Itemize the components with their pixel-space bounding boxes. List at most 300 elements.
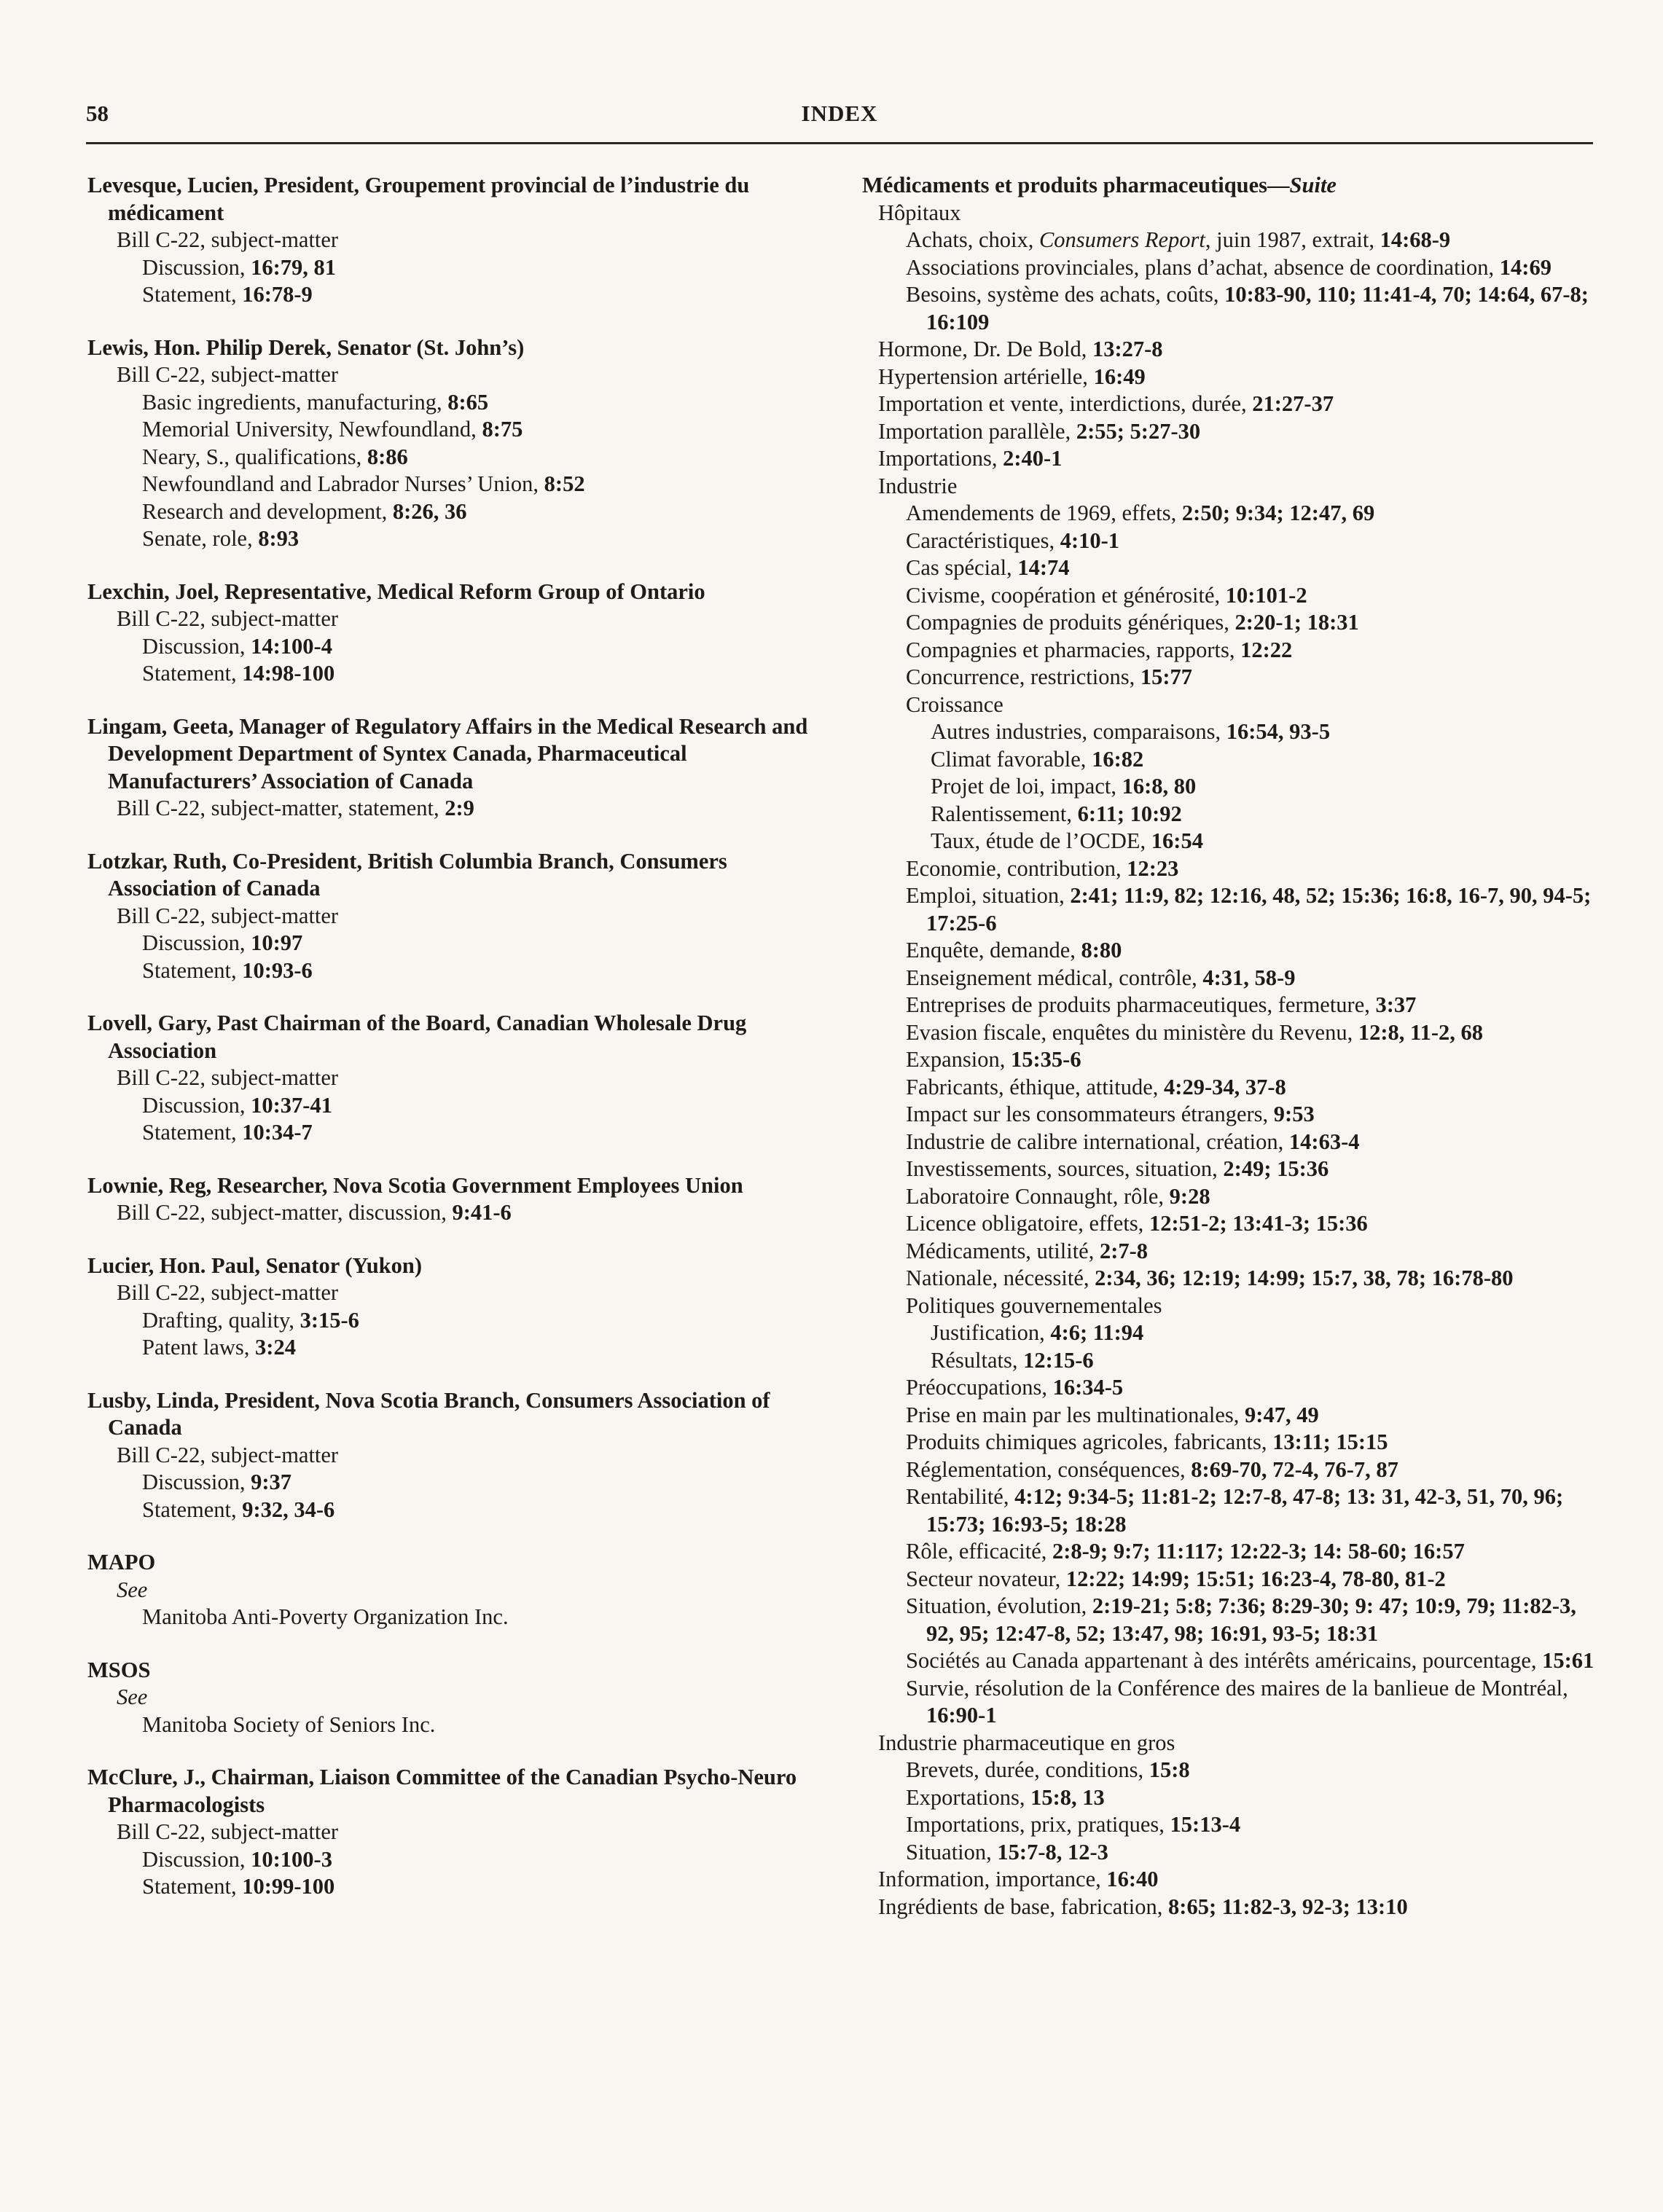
index-subentry bbox=[87, 1577, 816, 1604]
index-subentry bbox=[87, 605, 816, 633]
index-subentry bbox=[862, 418, 1595, 446]
page-reference: 12:22 bbox=[1240, 637, 1293, 662]
page-reference: 14:100-4 bbox=[251, 633, 332, 659]
index-subentry bbox=[862, 200, 1595, 227]
index-subentry bbox=[862, 1101, 1595, 1129]
index-subentry bbox=[862, 1839, 1595, 1867]
index-subentry bbox=[862, 1210, 1595, 1238]
index-subentry bbox=[87, 254, 816, 282]
index-subentry bbox=[862, 1238, 1595, 1266]
entry-text: Discussion, bbox=[142, 1470, 251, 1494]
index-heading bbox=[87, 172, 816, 227]
index-entry bbox=[87, 1387, 816, 1524]
entry-text: Bill C-22, subject-matter bbox=[117, 227, 339, 252]
entry-text: Prise en main par les multinationales, bbox=[906, 1402, 1245, 1427]
entry-text: Newfoundland and Labrador Nurses’ Union, bbox=[142, 471, 544, 496]
entry-text: Lusby, Linda, President, Nova Scotia Branch, Consumers Association of Canada bbox=[87, 1387, 770, 1440]
index-subentry bbox=[862, 1647, 1595, 1675]
index-subentry bbox=[87, 1334, 816, 1362]
page-reference: 4:10-1 bbox=[1060, 527, 1120, 553]
page-reference: 10:83-90, 110; 11:41-4, 70; 14:64, 67-8; 16:109 bbox=[926, 282, 1589, 334]
index-subentry bbox=[862, 281, 1595, 336]
page-reference: 2:8-9; 9:7; 11:117; 12:22-3; 14: 58-60; 16:57 bbox=[1052, 1539, 1465, 1564]
page-reference: 9:41-6 bbox=[452, 1200, 512, 1225]
index-subentry bbox=[862, 527, 1595, 555]
entry-text: Statement, bbox=[142, 1874, 243, 1899]
entry-text: Discussion, bbox=[142, 930, 251, 955]
index-subentry bbox=[862, 1757, 1595, 1784]
entry-text: Besoins, système des achats, coûts, bbox=[906, 282, 1225, 307]
page-reference: 6:11; 10:92 bbox=[1077, 801, 1182, 826]
index-subentry bbox=[862, 500, 1595, 527]
entry-text: Civisme, coopération et générosité, bbox=[906, 582, 1226, 608]
entry-text: Lotzkar, Ruth, Co-President, British Columbia Branch, Consumers Association of Canada bbox=[87, 848, 727, 901]
index-subentry bbox=[862, 1675, 1595, 1730]
page-title: INDEX bbox=[801, 101, 878, 126]
index-heading bbox=[87, 1764, 816, 1819]
index-subentry bbox=[862, 1402, 1595, 1429]
entry-text: Neary, S., qualifications, bbox=[142, 444, 367, 469]
page-reference: 16:78-9 bbox=[242, 282, 313, 307]
page-header bbox=[86, 101, 1593, 130]
entry-text: Industrie de calibre international, création, bbox=[906, 1129, 1289, 1154]
page-reference: 8:69-70, 72-4, 76-7, 87 bbox=[1191, 1456, 1398, 1482]
entry-text: Industrie pharmaceutique en gros bbox=[878, 1730, 1175, 1755]
entry-text: Lovell, Gary, Past Chairman of the Board, Canadian Wholesale Drug Association bbox=[87, 1011, 747, 1063]
entry-text: Survie, résolution de la Conférence des maires de la banlieue de Montréal, bbox=[906, 1675, 1568, 1701]
entry-text: Fabricants, éthique, attitude, bbox=[906, 1074, 1165, 1099]
entry-text: Statement, bbox=[142, 282, 243, 307]
index-entry bbox=[87, 1252, 816, 1362]
index-subentry bbox=[87, 281, 816, 309]
index-subentry bbox=[862, 1538, 1595, 1566]
entry-text: See bbox=[117, 1685, 148, 1709]
index-subentry bbox=[87, 525, 816, 553]
entry-text: Research and development, bbox=[142, 498, 393, 524]
index-subentry bbox=[862, 1347, 1595, 1375]
index-heading bbox=[862, 172, 1595, 200]
page-reference: 10:100-3 bbox=[251, 1846, 332, 1872]
index-subentry bbox=[862, 1265, 1595, 1293]
index-subentry bbox=[862, 1019, 1595, 1047]
index-subentry bbox=[87, 1064, 816, 1092]
page-reference: 16:54, 93-5 bbox=[1226, 719, 1331, 744]
entry-text: Memorial University, Newfoundland, bbox=[142, 417, 482, 442]
entry-text: , juin 1987, extrait, bbox=[1205, 227, 1380, 252]
page-reference: 9:37 bbox=[251, 1470, 292, 1494]
page-reference: 16:79, 81 bbox=[251, 254, 337, 280]
header-rule bbox=[86, 142, 1593, 144]
entry-text: Nationale, nécessité, bbox=[906, 1266, 1095, 1290]
entry-text: Autres industries, comparaisons, bbox=[931, 719, 1226, 744]
index-subentry bbox=[862, 1483, 1595, 1538]
entry-text: MAPO bbox=[87, 1550, 156, 1574]
page-reference: 4:29-34, 37-8 bbox=[1164, 1074, 1286, 1099]
entry-text: Associations provinciales, plans d’achat, absence de coordination, bbox=[906, 254, 1500, 280]
page-reference: 10:37-41 bbox=[251, 1092, 332, 1118]
page-reference: 2:19-21; 5:8; 7:36; 8:29-30; 9: 47; 10:9, 79; 11:82-3, 92, 95; 12:47-8, 52; 13:47, 98; 16:91, 93-5; 18:31 bbox=[926, 1593, 1576, 1646]
entry-text: Amendements de 1969, effets, bbox=[906, 501, 1182, 525]
page-reference: 15:77 bbox=[1140, 664, 1193, 689]
entry-text: Climat favorable, bbox=[931, 746, 1092, 772]
index-subentry bbox=[87, 444, 816, 471]
index-subentry bbox=[87, 227, 816, 254]
entry-text: Bill C-22, subject-matter, statement, bbox=[117, 796, 445, 820]
entry-text: Achats, choix, bbox=[906, 227, 1039, 252]
entry-text: Discussion, bbox=[142, 254, 251, 280]
entry-text: MSOS bbox=[87, 1657, 151, 1682]
page-reference: 15:35-6 bbox=[1011, 1047, 1081, 1072]
index-subentry bbox=[87, 1119, 816, 1147]
page-reference: 16:90-1 bbox=[926, 1703, 997, 1727]
entry-text: Situation, bbox=[906, 1839, 998, 1864]
index-entry bbox=[87, 1657, 816, 1739]
index-entry bbox=[87, 1172, 816, 1227]
index-entry bbox=[87, 1764, 816, 1901]
entry-text: Ingrédients de base, fabrication, bbox=[878, 1894, 1169, 1919]
page-reference: 10:99-100 bbox=[242, 1874, 335, 1899]
page-reference: 16:54 bbox=[1151, 828, 1203, 853]
left-column bbox=[87, 172, 816, 1926]
index-entry bbox=[87, 172, 816, 309]
entry-text: Lownie, Reg, Researcher, Nova Scotia Government Employees Union bbox=[87, 1172, 743, 1198]
entry-text: Justification, bbox=[931, 1320, 1051, 1345]
entry-text: Senate, role, bbox=[142, 526, 259, 551]
entry-text: Importations, bbox=[878, 446, 1003, 471]
index-subentry bbox=[862, 664, 1595, 691]
page-reference: 2:55; 5:27-30 bbox=[1076, 418, 1201, 444]
page-reference: 15:7-8, 12-3 bbox=[997, 1839, 1108, 1864]
page-reference: 15:8, 13 bbox=[1030, 1784, 1105, 1810]
index-subentry bbox=[87, 930, 816, 957]
index-subentry bbox=[87, 498, 816, 526]
entry-text: Industrie bbox=[878, 473, 958, 498]
index-subentry bbox=[87, 1092, 816, 1120]
index-entry bbox=[87, 334, 816, 553]
entry-text: Entreprises de produits pharmaceutiques, fermeture, bbox=[906, 992, 1376, 1017]
page-reference: 15:13-4 bbox=[1170, 1812, 1241, 1837]
entry-text: Bill C-22, subject-matter bbox=[117, 903, 339, 928]
index-subentry bbox=[862, 992, 1595, 1019]
entry-text: Exportations, bbox=[906, 1784, 1031, 1810]
page-reference: 14:98-100 bbox=[242, 661, 335, 686]
page-reference: 8:86 bbox=[367, 444, 408, 469]
page-reference: 10:97 bbox=[251, 930, 303, 955]
index-subentry bbox=[862, 554, 1595, 582]
right-column bbox=[862, 172, 1595, 1921]
entry-text: Bill C-22, subject-matter bbox=[117, 1819, 339, 1844]
index-entry bbox=[87, 713, 816, 823]
entry-italic-text: Suite bbox=[1289, 173, 1337, 197]
entry-text: Investissements, sources, situation, bbox=[906, 1156, 1224, 1181]
index-subentry bbox=[862, 1429, 1595, 1456]
entry-text: Manitoba Anti-Poverty Organization Inc. bbox=[142, 1604, 509, 1629]
page-reference: 2:50; 9:34; 12:47, 69 bbox=[1181, 501, 1375, 525]
entry-text: Taux, étude de l’OCDE, bbox=[931, 828, 1151, 853]
index-subentry bbox=[87, 1279, 816, 1307]
entry-text: Discussion, bbox=[142, 1846, 251, 1872]
page-reference: 3:37 bbox=[1375, 992, 1417, 1017]
index-subentry bbox=[862, 254, 1595, 282]
index-subentry bbox=[87, 1684, 816, 1711]
index-subentry bbox=[862, 718, 1595, 746]
page-reference: 14:74 bbox=[1017, 555, 1070, 580]
page-reference: 8:52 bbox=[544, 471, 585, 496]
index-subentry bbox=[862, 828, 1595, 855]
page-reference: 8:93 bbox=[258, 526, 300, 551]
page-reference: 16:40 bbox=[1106, 1867, 1159, 1891]
page-reference: 2:41; 11:9, 82; 12:16, 48, 52; 15:36; 16:8, 16-7, 90, 94-5; 17:25-6 bbox=[926, 883, 1592, 936]
page-reference: 4:31, 58-9 bbox=[1202, 965, 1296, 990]
page-reference: 9:47, 49 bbox=[1245, 1402, 1319, 1427]
index-subentry bbox=[87, 1469, 816, 1497]
index-subentry bbox=[862, 1866, 1595, 1894]
index-subentry bbox=[862, 1046, 1595, 1074]
index-subentry bbox=[87, 903, 816, 930]
entry-text: Evasion fiscale, enquêtes du ministère du Revenu, bbox=[906, 1019, 1358, 1045]
index-heading bbox=[87, 848, 816, 903]
entry-text: Hôpitaux bbox=[878, 200, 961, 225]
index-entry bbox=[87, 1010, 816, 1147]
entry-text: Statement, bbox=[142, 1120, 243, 1145]
page-reference: 8:75 bbox=[482, 417, 523, 442]
index-subentry bbox=[87, 1819, 816, 1846]
index-subentry bbox=[862, 1129, 1595, 1156]
entry-text: Hormone, Dr. De Bold, bbox=[878, 337, 1092, 361]
entry-text: Produits chimiques agricoles, fabricants, bbox=[906, 1429, 1273, 1454]
page-reference: 10:93-6 bbox=[242, 957, 313, 983]
index-subentry bbox=[862, 1593, 1595, 1647]
index-subentry bbox=[87, 361, 816, 389]
page-reference: 12:51-2; 13:41-3; 15:36 bbox=[1149, 1211, 1368, 1236]
entry-text: Médicaments et produits pharmaceutiques— bbox=[862, 173, 1290, 197]
page-reference: 8:26, 36 bbox=[392, 498, 467, 524]
entry-text: Hypertension artérielle, bbox=[878, 364, 1094, 389]
index-subentry bbox=[862, 801, 1595, 828]
entry-text: Compagnies et pharmacies, rapports, bbox=[906, 637, 1241, 662]
index-entry bbox=[87, 579, 816, 688]
entry-text: Enseignement médical, contrôle, bbox=[906, 965, 1203, 990]
index-subentry bbox=[862, 1894, 1595, 1921]
page-reference: 14:68-9 bbox=[1380, 227, 1451, 252]
index-subentry bbox=[862, 473, 1595, 501]
page-reference: 8:65 bbox=[447, 389, 489, 415]
index-subentry bbox=[87, 1604, 816, 1631]
entry-text: Secteur novateur, bbox=[906, 1566, 1066, 1591]
entry-text: Economie, contribution, bbox=[906, 855, 1127, 881]
page-reference: 9:32, 34-6 bbox=[242, 1497, 335, 1522]
entry-text: Lucier, Hon. Paul, Senator (Yukon) bbox=[87, 1252, 423, 1278]
entry-text: Politiques gouvernementales bbox=[906, 1293, 1162, 1318]
entry-text: Brevets, durée, conditions, bbox=[906, 1757, 1149, 1782]
entry-text: Importation et vente, interdictions, durée, bbox=[878, 391, 1253, 416]
entry-text: Situation, évolution, bbox=[906, 1593, 1092, 1618]
entry-text: See bbox=[117, 1577, 148, 1602]
index-heading bbox=[87, 1010, 816, 1064]
page-number: 58 bbox=[86, 101, 109, 126]
entry-text: Laboratoire Connaught, rôle, bbox=[906, 1183, 1170, 1209]
entry-text: Médicaments, utilité, bbox=[906, 1238, 1100, 1263]
entry-text: Information, importance, bbox=[878, 1867, 1107, 1891]
page-reference: 2:9 bbox=[445, 796, 474, 820]
page-reference: 12:8, 11-2, 68 bbox=[1358, 1019, 1483, 1045]
index-subentry bbox=[862, 882, 1595, 937]
entry-text: Statement, bbox=[142, 1497, 243, 1522]
page-reference: 4:12; 9:34-5; 11:81-2; 12:7-8, 47-8; 13: 31, 42-3, 51, 70, 96; 15:73; 16:93-5; 18:28 bbox=[926, 1484, 1564, 1537]
page-reference: 9:53 bbox=[1273, 1102, 1315, 1126]
page-reference: 12:15-6 bbox=[1023, 1347, 1094, 1373]
index-subentry bbox=[862, 1156, 1595, 1183]
entry-text: Statement, bbox=[142, 661, 243, 686]
index-subentry bbox=[862, 937, 1595, 965]
entry-text: Ralentissement, bbox=[931, 801, 1078, 826]
page-reference: 13:11; 15:15 bbox=[1272, 1429, 1388, 1454]
index-subentry bbox=[862, 746, 1595, 774]
index-subentry bbox=[862, 609, 1595, 637]
index-heading bbox=[87, 334, 816, 362]
entry-text: Croissance bbox=[906, 691, 1003, 717]
entry-text: Enquête, demande, bbox=[906, 938, 1081, 962]
entry-text: Préoccupations, bbox=[906, 1375, 1053, 1400]
entry-text: Rôle, efficacité, bbox=[906, 1539, 1052, 1564]
page-reference: 4:6; 11:94 bbox=[1050, 1320, 1144, 1345]
index-heading bbox=[87, 579, 816, 606]
entry-text: Bill C-22, subject-matter bbox=[117, 1280, 339, 1305]
page-reference: 2:7-8 bbox=[1099, 1238, 1149, 1263]
entry-text: McClure, J., Chairman, Liaison Committee of the Canadian Psycho-Neuro Pharmacologists bbox=[87, 1765, 797, 1817]
entry-text: Rentabilité, bbox=[906, 1484, 1015, 1509]
index-subentry bbox=[862, 1566, 1595, 1593]
entry-text: Réglementation, conséquences, bbox=[906, 1456, 1192, 1482]
entry-text: Statement, bbox=[142, 957, 243, 983]
page-reference: 15:61 bbox=[1542, 1648, 1594, 1673]
page-reference: 2:34, 36; 12:19; 14:99; 15:7, 38, 78; 16:78-80 bbox=[1095, 1266, 1514, 1290]
entry-text: Licence obligatoire, effets, bbox=[906, 1211, 1149, 1236]
entry-text: Lexchin, Joel, Representative, Medical Reform Group of Ontario bbox=[87, 579, 705, 604]
page-reference: 13:27-8 bbox=[1092, 337, 1163, 361]
index-subentry bbox=[87, 1497, 816, 1524]
page-reference: 12:23 bbox=[1127, 855, 1179, 881]
index-heading bbox=[87, 1657, 816, 1685]
page-reference: 8:80 bbox=[1081, 938, 1122, 962]
index-subentry bbox=[87, 1711, 816, 1739]
index-subentry bbox=[87, 633, 816, 661]
index-heading bbox=[87, 713, 816, 796]
page-reference: 16:49 bbox=[1093, 364, 1146, 389]
index-subentry bbox=[87, 416, 816, 444]
index-subentry bbox=[862, 391, 1595, 418]
page-reference: 9:28 bbox=[1169, 1183, 1210, 1209]
index-subentry bbox=[862, 582, 1595, 610]
index-entry bbox=[87, 848, 816, 985]
page-reference: 21:27-37 bbox=[1252, 391, 1334, 416]
index-subentry bbox=[862, 336, 1595, 364]
page-reference: 2:40-1 bbox=[1003, 446, 1063, 471]
page-reference: 12:22; 14:99; 15:51; 16:23-4, 78-80, 81-2 bbox=[1065, 1566, 1446, 1591]
index-subentry bbox=[862, 855, 1595, 883]
page-reference: 10:101-2 bbox=[1225, 582, 1307, 608]
index-subentry bbox=[862, 965, 1595, 992]
index-subentry bbox=[862, 1319, 1595, 1347]
index-subentry bbox=[87, 660, 816, 688]
entry-text: Sociétés au Canada appartenant à des intérêts américains, pourcentage, bbox=[906, 1648, 1543, 1673]
index-subentry bbox=[87, 1846, 816, 1874]
index-subentry bbox=[87, 471, 816, 498]
page-reference: 10:34-7 bbox=[242, 1120, 313, 1145]
page-reference: 16:34-5 bbox=[1052, 1375, 1124, 1400]
index-subentry bbox=[862, 1811, 1595, 1839]
entry-text: Bill C-22, subject-matter bbox=[117, 362, 339, 387]
entry-text: Compagnies de produits génériques, bbox=[906, 610, 1235, 635]
index-subentry bbox=[862, 1730, 1595, 1757]
index-subentry bbox=[87, 795, 816, 823]
index-subentry bbox=[862, 364, 1595, 391]
entry-text: Importations, prix, pratiques, bbox=[906, 1812, 1170, 1837]
index-subentry bbox=[862, 1183, 1595, 1211]
index-subentry bbox=[87, 389, 816, 417]
index-subentry bbox=[862, 1374, 1595, 1402]
index-subentry bbox=[87, 957, 816, 985]
entry-text: Bill C-22, subject-matter, discussion, bbox=[117, 1200, 453, 1225]
entry-text: Lingam, Geeta, Manager of Regulatory Affairs in the Medical Research and Development Department of Syntex Canada, Pharmaceutical Manufacturers’ Association of Canada bbox=[87, 713, 808, 793]
index-subentry bbox=[87, 1199, 816, 1227]
index-subentry bbox=[862, 637, 1595, 664]
index-subentry bbox=[862, 445, 1595, 473]
page-reference: 16:8, 80 bbox=[1122, 774, 1197, 799]
index-subentry bbox=[862, 1456, 1595, 1484]
entry-text: Levesque, Lucien, President, Groupement provincial de l’industrie du médicament bbox=[87, 173, 750, 225]
entry-text: Discussion, bbox=[142, 633, 251, 659]
page-reference: 2:49; 15:36 bbox=[1223, 1156, 1329, 1181]
entry-text: Lewis, Hon. Philip Derek, Senator (St. John’s) bbox=[87, 334, 525, 360]
entry-text: Cas spécial, bbox=[906, 555, 1018, 580]
index-subentry bbox=[862, 227, 1595, 254]
index-subentry bbox=[862, 1074, 1595, 1102]
page-reference: 8:65; 11:82-3, 92-3; 13:10 bbox=[1168, 1894, 1408, 1919]
entry-italic-text: Consumers Report bbox=[1038, 227, 1205, 252]
page-reference: 15:8 bbox=[1149, 1757, 1190, 1782]
page-reference: 16:82 bbox=[1092, 746, 1144, 772]
index-heading bbox=[87, 1252, 816, 1280]
page-reference: 3:15-6 bbox=[300, 1307, 359, 1333]
entry-text: Bill C-22, subject-matter bbox=[117, 1442, 339, 1467]
entry-text: Bill C-22, subject-matter bbox=[117, 606, 339, 631]
entry-text: Bill C-22, subject-matter bbox=[117, 1065, 339, 1090]
entry-text: Emploi, situation, bbox=[906, 883, 1071, 908]
index-subentry bbox=[862, 691, 1595, 719]
index-subentry bbox=[862, 1784, 1595, 1812]
entry-text: Caractéristiques, bbox=[906, 527, 1060, 553]
entry-text: Patent laws, bbox=[142, 1335, 256, 1360]
entry-text: Basic ingredients, manufacturing, bbox=[142, 389, 448, 415]
index-subentry bbox=[87, 1442, 816, 1470]
entry-text: Concurrence, restrictions, bbox=[906, 664, 1140, 689]
entry-text: Manitoba Society of Seniors Inc. bbox=[142, 1711, 436, 1737]
entry-text: Drafting, quality, bbox=[142, 1307, 300, 1333]
index-subentry bbox=[862, 1293, 1595, 1320]
index-heading bbox=[87, 1387, 816, 1442]
index-subentry bbox=[87, 1307, 816, 1335]
page-reference: 14:63-4 bbox=[1288, 1129, 1360, 1154]
entry-text: Impact sur les consommateurs étrangers, bbox=[906, 1102, 1274, 1126]
index-heading bbox=[87, 1172, 816, 1200]
entry-text: Importation parallèle, bbox=[878, 418, 1076, 444]
entry-text: Résultats, bbox=[931, 1347, 1024, 1373]
index-subentry bbox=[87, 1873, 816, 1901]
entry-text: Projet de loi, impact, bbox=[931, 774, 1122, 799]
index-subentry bbox=[862, 773, 1595, 801]
index-heading bbox=[87, 1549, 816, 1577]
